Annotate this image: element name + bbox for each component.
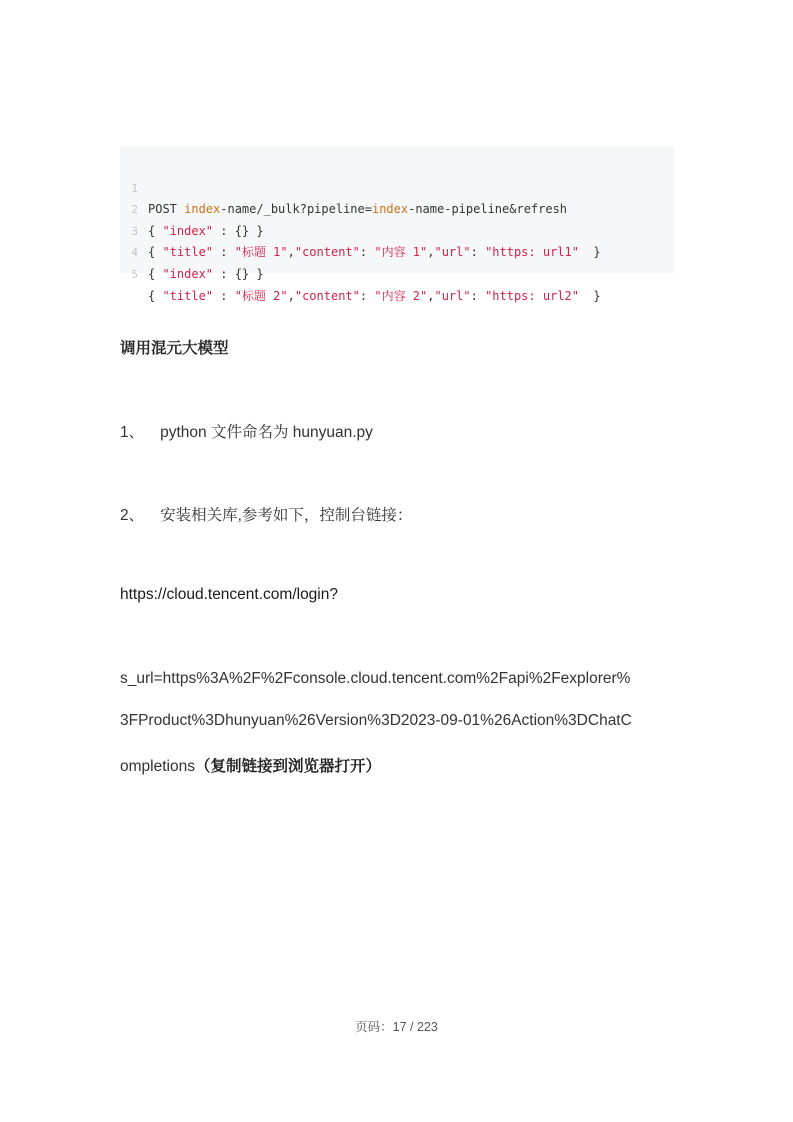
code-token: } xyxy=(578,288,601,303)
code-token: "title" xyxy=(162,288,214,303)
code-token: "https: url1" xyxy=(485,245,579,260)
line-number: 4 xyxy=(131,246,138,260)
line-number: 2 xyxy=(131,203,138,217)
code-token: { xyxy=(148,288,163,303)
code-token: "content" xyxy=(294,245,360,260)
code-token: , xyxy=(287,245,295,260)
code-token: "content" xyxy=(294,288,360,303)
code-token: : xyxy=(213,288,235,303)
code-token: "内容 2" xyxy=(374,288,428,303)
line-number: 5 xyxy=(131,267,138,281)
code-token: "标题 2" xyxy=(234,288,288,303)
code-token: "https: url2" xyxy=(485,288,579,303)
console-link-line-4 xyxy=(120,754,381,776)
step-number: 1、 xyxy=(120,424,145,441)
page-number: 页码：17 / 223 xyxy=(355,1020,438,1034)
code-token: "index" xyxy=(162,266,214,281)
code-text xyxy=(148,286,601,308)
code-token: "url" xyxy=(434,288,471,303)
step-1 xyxy=(120,420,373,442)
code-token: : xyxy=(470,245,486,260)
code-token: : xyxy=(470,288,486,303)
code-token: : {} } xyxy=(213,266,264,281)
step-number: 2、 xyxy=(120,507,145,524)
code-token: { xyxy=(148,245,163,260)
code-line xyxy=(120,156,674,217)
code-token: index xyxy=(371,202,409,217)
section-heading: 调用混元大模型 xyxy=(120,340,229,357)
code-token: , xyxy=(427,288,435,303)
code-token: : xyxy=(359,245,375,260)
copy-link-note: （复制链接到浏览器打开） xyxy=(194,758,381,775)
code-token: -name/_bulk?pipeline= xyxy=(220,202,372,217)
code-text xyxy=(148,264,264,286)
console-link-tail[interactable]: ompletions xyxy=(120,758,195,775)
code-token: } xyxy=(578,245,601,260)
console-link-line-2[interactable]: s_url=https%3A%2F%2Fconsole.cloud.tencent.com%2Fapi%2Fexplorer% xyxy=(120,670,631,687)
code-token: , xyxy=(287,288,295,303)
step-text: 安装相关库,参考如下，控制台链接： xyxy=(160,507,413,524)
code-token: { xyxy=(148,223,163,238)
code-token: : {} } xyxy=(213,223,264,238)
code-token: "url" xyxy=(434,245,471,260)
code-token: : xyxy=(359,288,375,303)
code-token: : xyxy=(213,245,235,260)
code-token: "标题 1" xyxy=(234,245,288,260)
code-token: index xyxy=(184,202,221,217)
code-token: "title" xyxy=(162,245,214,260)
step-2 xyxy=(120,503,412,525)
code-block xyxy=(120,146,674,303)
code-token: "index" xyxy=(162,223,214,238)
console-link-line-1[interactable]: https://cloud.tencent.com/login? xyxy=(120,586,338,603)
code-token: , xyxy=(427,245,435,260)
line-number: 1 xyxy=(131,181,138,195)
code-token: POST xyxy=(148,202,185,217)
code-token: -name-pipeline&refresh xyxy=(408,202,568,217)
console-link-line-3[interactable]: 3FProduct%3Dhunyuan%26Version%3D2023-09-01%26Action%3DChatC xyxy=(120,712,632,729)
step-text: python 文件命名为 hunyuan.py xyxy=(160,424,373,441)
code-token: { xyxy=(148,266,163,281)
code-token: "内容 1" xyxy=(374,245,428,260)
line-number: 3 xyxy=(131,224,138,238)
